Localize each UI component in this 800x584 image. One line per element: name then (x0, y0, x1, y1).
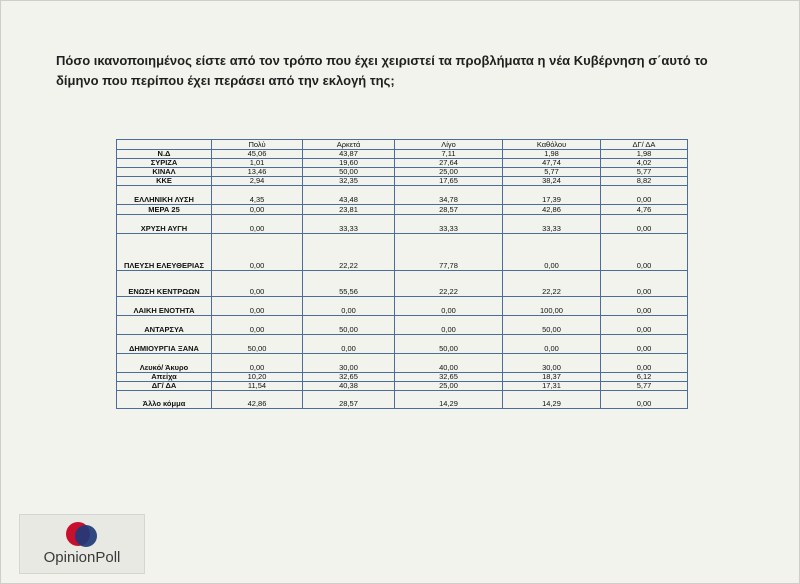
table-row (117, 186, 688, 205)
column-header (117, 140, 212, 150)
table-row (117, 168, 688, 177)
value-cell: 0,00 (601, 391, 688, 409)
party-name-cell: ΛΑΙΚΗ ΕΝΟΤΗΤΑ (117, 297, 212, 316)
value-cell: 33,33 (395, 215, 503, 234)
value-cell: 0,00 (503, 335, 601, 354)
column-header: Λίγο (395, 140, 503, 150)
value-cell: 10,20 (212, 373, 303, 382)
party-name-cell: ΕΛΛΗΝΙΚΗ ΛΥΣΗ (117, 186, 212, 205)
value-cell: 0,00 (212, 354, 303, 373)
table-row (117, 335, 688, 354)
value-cell: 77,78 (395, 234, 503, 271)
value-cell: 0,00 (601, 354, 688, 373)
party-name-cell: ΚΙΝΑΛ (117, 168, 212, 177)
value-cell: 5,77 (503, 168, 601, 177)
value-cell: 43,48 (303, 186, 395, 205)
column-header: Αρκετά (303, 140, 395, 150)
value-cell: 4,02 (601, 159, 688, 168)
value-cell: 0,00 (212, 297, 303, 316)
value-cell: 0,00 (212, 215, 303, 234)
value-cell: 30,00 (303, 354, 395, 373)
value-cell: 33,33 (303, 215, 395, 234)
value-cell: 6,12 (601, 373, 688, 382)
party-name-cell: ΧΡΥΣΗ ΑΥΓΗ (117, 215, 212, 234)
table-header-row (117, 140, 688, 150)
table-row (117, 373, 688, 382)
value-cell: 30,00 (503, 354, 601, 373)
column-header: Πολύ (212, 140, 303, 150)
value-cell: 17,39 (503, 186, 601, 205)
value-cell: 0,00 (212, 205, 303, 215)
table-row (117, 159, 688, 168)
results-table (116, 139, 688, 409)
value-cell: 4,76 (601, 205, 688, 215)
value-cell: 27,64 (395, 159, 503, 168)
value-cell: 25,00 (395, 168, 503, 177)
value-cell: 5,77 (601, 168, 688, 177)
table-row (117, 215, 688, 234)
value-cell: 0,00 (395, 316, 503, 335)
value-cell: 32,65 (303, 373, 395, 382)
value-cell: 40,00 (395, 354, 503, 373)
value-cell: 25,00 (395, 382, 503, 391)
value-cell: 50,00 (212, 335, 303, 354)
value-cell: 34,78 (395, 186, 503, 205)
value-cell: 18,37 (503, 373, 601, 382)
table-row (117, 297, 688, 316)
value-cell: 7,11 (395, 150, 503, 159)
value-cell: 19,60 (303, 159, 395, 168)
value-cell: 0,00 (601, 215, 688, 234)
value-cell: 0,00 (212, 316, 303, 335)
table-row (117, 234, 688, 271)
value-cell: 0,00 (212, 234, 303, 271)
table-row (117, 205, 688, 215)
column-header: ΔΓ/ ΔΑ (601, 140, 688, 150)
value-cell: 0,00 (503, 234, 601, 271)
value-cell: 0,00 (601, 186, 688, 205)
value-cell: 5,77 (601, 382, 688, 391)
poll-question (56, 51, 746, 91)
value-cell: 47,74 (503, 159, 601, 168)
value-cell: 13,46 (212, 168, 303, 177)
table-row (117, 316, 688, 335)
party-name-cell: ΕΝΩΣΗ ΚΕΝΤΡΩΩΝ (117, 271, 212, 297)
party-name-cell: ΚΚΕ (117, 177, 212, 186)
value-cell: 0,00 (601, 316, 688, 335)
party-name-cell: ΔΓ/ ΔΑ (117, 382, 212, 391)
value-cell: 2,94 (212, 177, 303, 186)
party-name-cell: ΔΗΜΙΟΥΡΓΙΑ ΞΑΝΑ (117, 335, 212, 354)
value-cell: 1,01 (212, 159, 303, 168)
logo-circles-icon (64, 520, 100, 548)
value-cell: 17,31 (503, 382, 601, 391)
table-row (117, 354, 688, 373)
value-cell: 33,33 (503, 215, 601, 234)
table-body (117, 150, 688, 409)
poll-question-line-1: Πόσο ικανοποιημένος είστε από τον τρόπο που έχει χειριστεί τα προβλήματα η νέα Κυβέρνηση σ΄αυτό το (56, 53, 708, 68)
value-cell: 8,82 (601, 177, 688, 186)
value-cell: 4,35 (212, 186, 303, 205)
value-cell: 43,87 (303, 150, 395, 159)
value-cell: 0,00 (601, 335, 688, 354)
value-cell: 38,24 (503, 177, 601, 186)
party-name-cell: Απείχα (117, 373, 212, 382)
value-cell: 17,65 (395, 177, 503, 186)
value-cell: 22,22 (503, 271, 601, 297)
value-cell: 42,86 (212, 391, 303, 409)
value-cell: 14,29 (395, 391, 503, 409)
logo-brand-text: OpinionPoll (43, 549, 121, 566)
party-name-cell: ΑΝΤΑΡΣΥΑ (117, 316, 212, 335)
value-cell: 1,98 (503, 150, 601, 159)
value-cell: 11,54 (212, 382, 303, 391)
party-name-cell: ΜΕΡΑ 25 (117, 205, 212, 215)
party-name-cell: ΣΥΡΙΖΑ (117, 159, 212, 168)
value-cell: 42,86 (503, 205, 601, 215)
table-row (117, 177, 688, 186)
value-cell: 22,22 (395, 271, 503, 297)
party-name-cell: Λευκό/ Άκυρο (117, 354, 212, 373)
party-name-cell: Άλλο κόμμα (117, 391, 212, 409)
poll-question-line-2: δίμηνο που περίπου έχει περάσει από την εκλογή της; (56, 73, 395, 88)
value-cell: 0,00 (212, 271, 303, 297)
value-cell: 0,00 (601, 271, 688, 297)
opinionpoll-logo (19, 514, 145, 574)
table-row (117, 382, 688, 391)
party-name-cell: Ν.Δ (117, 150, 212, 159)
value-cell: 0,00 (303, 335, 395, 354)
value-cell: 22,22 (303, 234, 395, 271)
value-cell: 50,00 (503, 316, 601, 335)
value-cell: 50,00 (303, 316, 395, 335)
value-cell: 0,00 (395, 297, 503, 316)
column-header: Καθόλου (503, 140, 601, 150)
value-cell: 50,00 (395, 335, 503, 354)
value-cell: 1,98 (601, 150, 688, 159)
table-row (117, 150, 688, 159)
table-row (117, 391, 688, 409)
value-cell: 100,00 (503, 297, 601, 316)
value-cell: 50,00 (303, 168, 395, 177)
value-cell: 14,29 (503, 391, 601, 409)
value-cell: 0,00 (601, 297, 688, 316)
value-cell: 28,57 (303, 391, 395, 409)
value-cell: 23,81 (303, 205, 395, 215)
table-row (117, 271, 688, 297)
value-cell: 55,56 (303, 271, 395, 297)
party-name-cell: ΠΛΕΥΣΗ ΕΛΕΥΘΕΡΙΑΣ (117, 234, 212, 271)
value-cell: 45,06 (212, 150, 303, 159)
value-cell: 28,57 (395, 205, 503, 215)
value-cell: 32,35 (303, 177, 395, 186)
value-cell: 32,65 (395, 373, 503, 382)
value-cell: 0,00 (601, 234, 688, 271)
value-cell: 0,00 (303, 297, 395, 316)
value-cell: 40,38 (303, 382, 395, 391)
